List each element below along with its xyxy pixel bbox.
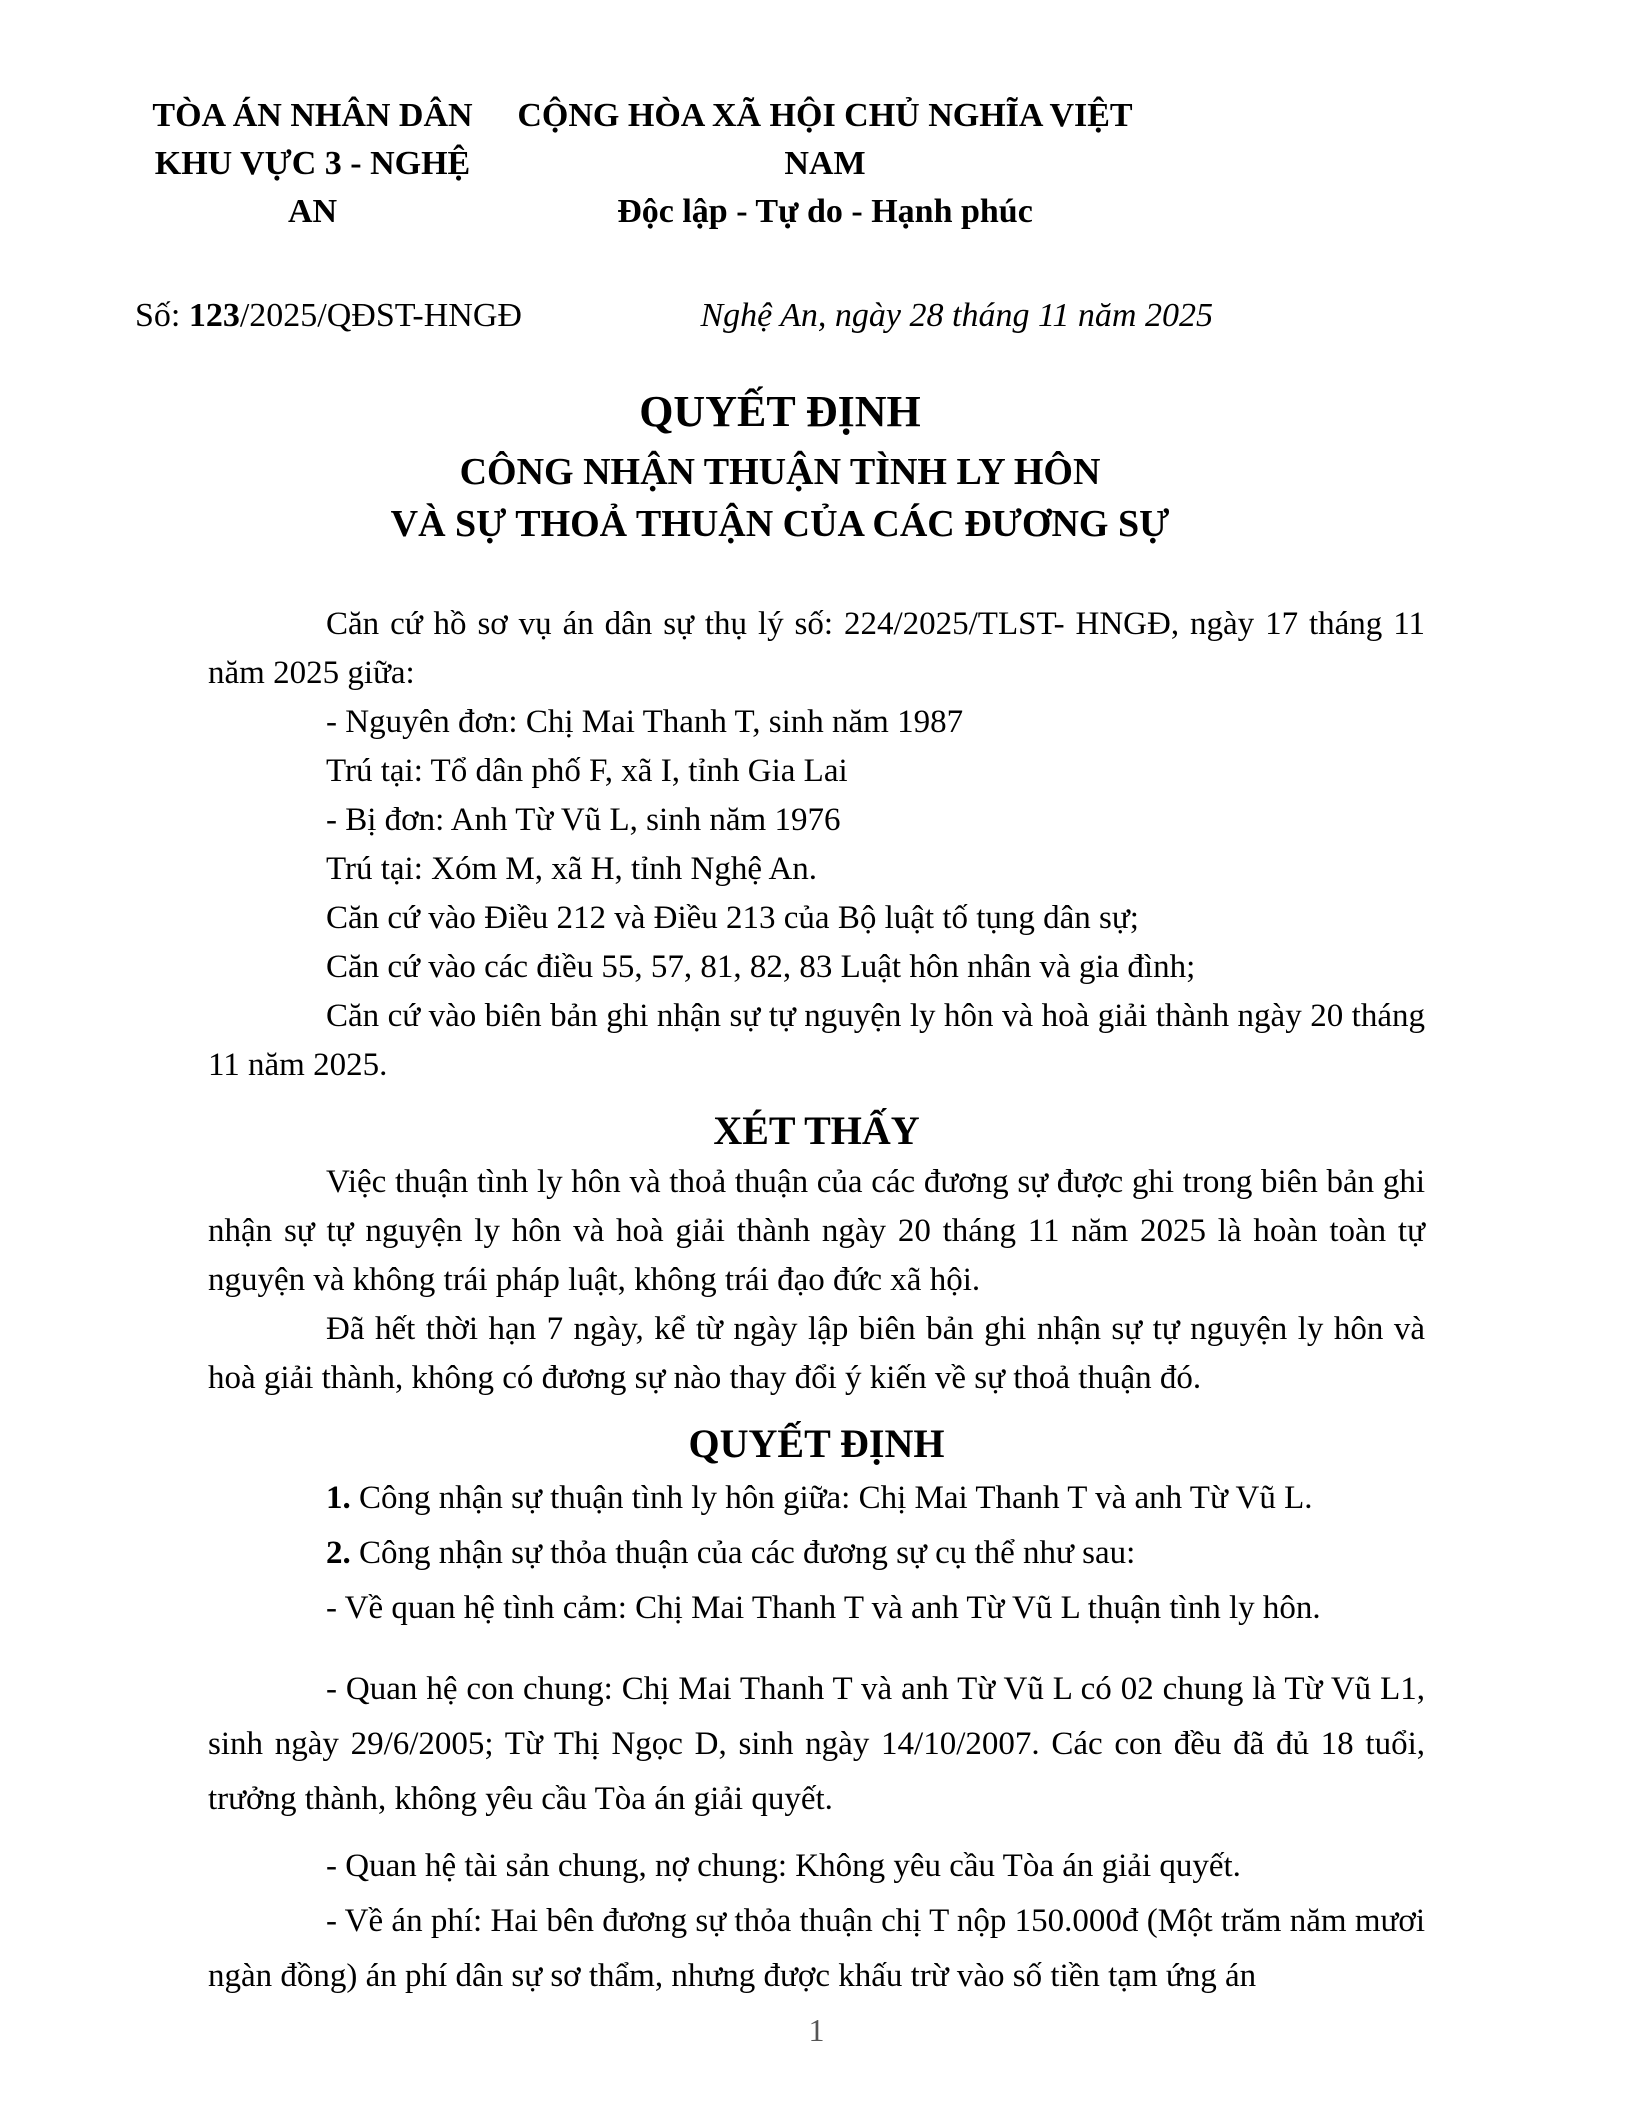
decision-title: QUYẾT ĐỊNH bbox=[639, 387, 921, 436]
decision-item-1-number: 1. bbox=[326, 1480, 351, 1516]
decision-item-2-number: 2. bbox=[326, 1535, 351, 1571]
national-header-block bbox=[490, 92, 1160, 236]
court-name-line1: TÒA ÁN NHÂN DÂN bbox=[152, 97, 473, 134]
finding-paragraph-2: Đã hết thời hạn 7 ngày, kể từ ngày lập biên bản ghi nhận sự tự nguyện ly hôn và hoà giải thành, không có đương sự nào thay đổi ý kiến về sự thoả thuận đó. bbox=[208, 1311, 1425, 1396]
legal-basis-line-1: Căn cứ vào Điều 212 và Điều 213 của Bộ luật tố tụng dân sự; bbox=[326, 900, 1139, 936]
place-date-line: Nghệ An, ngày 28 tháng 11 năm 2025 bbox=[700, 297, 1213, 334]
decision-item-2-text: Công nhận sự thỏa thuận của các đương sự cụ thể như sau: bbox=[350, 1535, 1136, 1571]
document-number bbox=[135, 292, 522, 340]
national-title: CỘNG HÒA XÃ HỘI CHỦ NGHĨA VIỆT NAM bbox=[517, 97, 1133, 182]
page-number: 1 bbox=[808, 2012, 825, 2048]
meta-row bbox=[135, 292, 1425, 340]
court-name-line2: KHU VỰC 3 - NGHỆ AN bbox=[154, 145, 471, 230]
decision-item-property-text: - Quan hệ tài sản chung, nợ chung: Không yêu cầu Tòa án giải quyết. bbox=[326, 1848, 1241, 1884]
decision-item-1 bbox=[208, 1471, 1425, 1526]
decision-item-relationship bbox=[208, 1581, 1425, 1636]
decision-subtitle-2: VÀ SỰ THOẢ THUẬN CỦA CÁC ĐƯƠNG SỰ bbox=[390, 503, 1170, 545]
national-motto: Độc lập - Tự do - Hạnh phúc bbox=[617, 193, 1033, 230]
defendant-address-line: Trú tại: Xóm M, xã H, tỉnh Nghệ An. bbox=[326, 851, 818, 887]
document-body bbox=[208, 600, 1425, 2004]
finding-paragraph-1: Việc thuận tình ly hôn và thoả thuận của các đương sự được ghi trong biên bản ghi nhận sự tự nguyện ly hôn và hoà giải thành ngày 20 tháng 11 năm 2025 là hoàn toàn tự nguyện và không trái pháp luật, không trái đạo đức xã hội. bbox=[208, 1164, 1425, 1298]
document-header bbox=[135, 92, 1425, 236]
section-heading-findings: XÉT THẤY bbox=[713, 1108, 920, 1153]
legal-basis-line-3: Căn cứ vào biên bản ghi nhận sự tự nguyện ly hôn và hoà giải thành ngày 20 tháng 11 năm 2025. bbox=[208, 998, 1425, 1083]
document-number-prefix: Số: bbox=[135, 297, 189, 334]
decision-item-2 bbox=[208, 1526, 1425, 1581]
decision-item-relationship-text: - Về quan hệ tình cảm: Chị Mai Thanh T và anh Từ Vũ L thuận tình ly hôn. bbox=[326, 1590, 1321, 1626]
document-number-value: 123 bbox=[188, 297, 240, 334]
decision-item-children bbox=[208, 1662, 1425, 1827]
preamble-paragraph: Căn cứ hồ sơ vụ án dân sự thụ lý số: 224/2025/TLST- HNGĐ, ngày 17 tháng 11 năm 2025 giữa: bbox=[208, 606, 1425, 691]
plaintiff-line: - Nguyên đơn: Chị Mai Thanh T, sinh năm 1987 bbox=[326, 704, 964, 740]
decision-item-property bbox=[208, 1839, 1425, 1894]
title-block bbox=[135, 384, 1425, 550]
decision-item-children-text: - Quan hệ con chung: Chị Mai Thanh T và anh Từ Vũ L có 02 chung là Từ Vũ L1, sinh ngày 29/6/2005; Từ Thị Ngọc D, sinh ngày 14/10/2007. Các con đều đã đủ 18 tuổi, trưởng thành, không yêu cầu Tòa án giải quyết. bbox=[208, 1671, 1425, 1817]
decision-subtitle-1: CÔNG NHẬN THUẬN TÌNH LY HÔN bbox=[459, 451, 1101, 493]
plaintiff-address-line: Trú tại: Tổ dân phố F, xã I, tỉnh Gia Lai bbox=[326, 753, 848, 789]
document-number-suffix: /2025/QĐST-HNGĐ bbox=[239, 297, 522, 334]
decision-item-fees bbox=[208, 1894, 1425, 2004]
decision-item-1-text: Công nhận sự thuận tình ly hôn giữa: Chị Mai Thanh T và anh Từ Vũ L. bbox=[350, 1480, 1313, 1516]
issuing-court-block bbox=[135, 92, 490, 236]
section-heading-decision: QUYẾT ĐỊNH bbox=[688, 1421, 945, 1466]
legal-basis-line-2: Căn cứ vào các điều 55, 57, 81, 82, 83 Luật hôn nhân và gia đình; bbox=[326, 949, 1196, 985]
defendant-line: - Bị đơn: Anh Từ Vũ L, sinh năm 1976 bbox=[326, 802, 841, 838]
decision-item-fees-text: - Về án phí: Hai bên đương sự thỏa thuận chị T nộp 150.000đ (Một trăm năm mươi ngàn đồng) án phí dân sự sơ thẩm, nhưng được khấu trừ vào số tiền tạm ứng án bbox=[208, 1903, 1425, 1994]
